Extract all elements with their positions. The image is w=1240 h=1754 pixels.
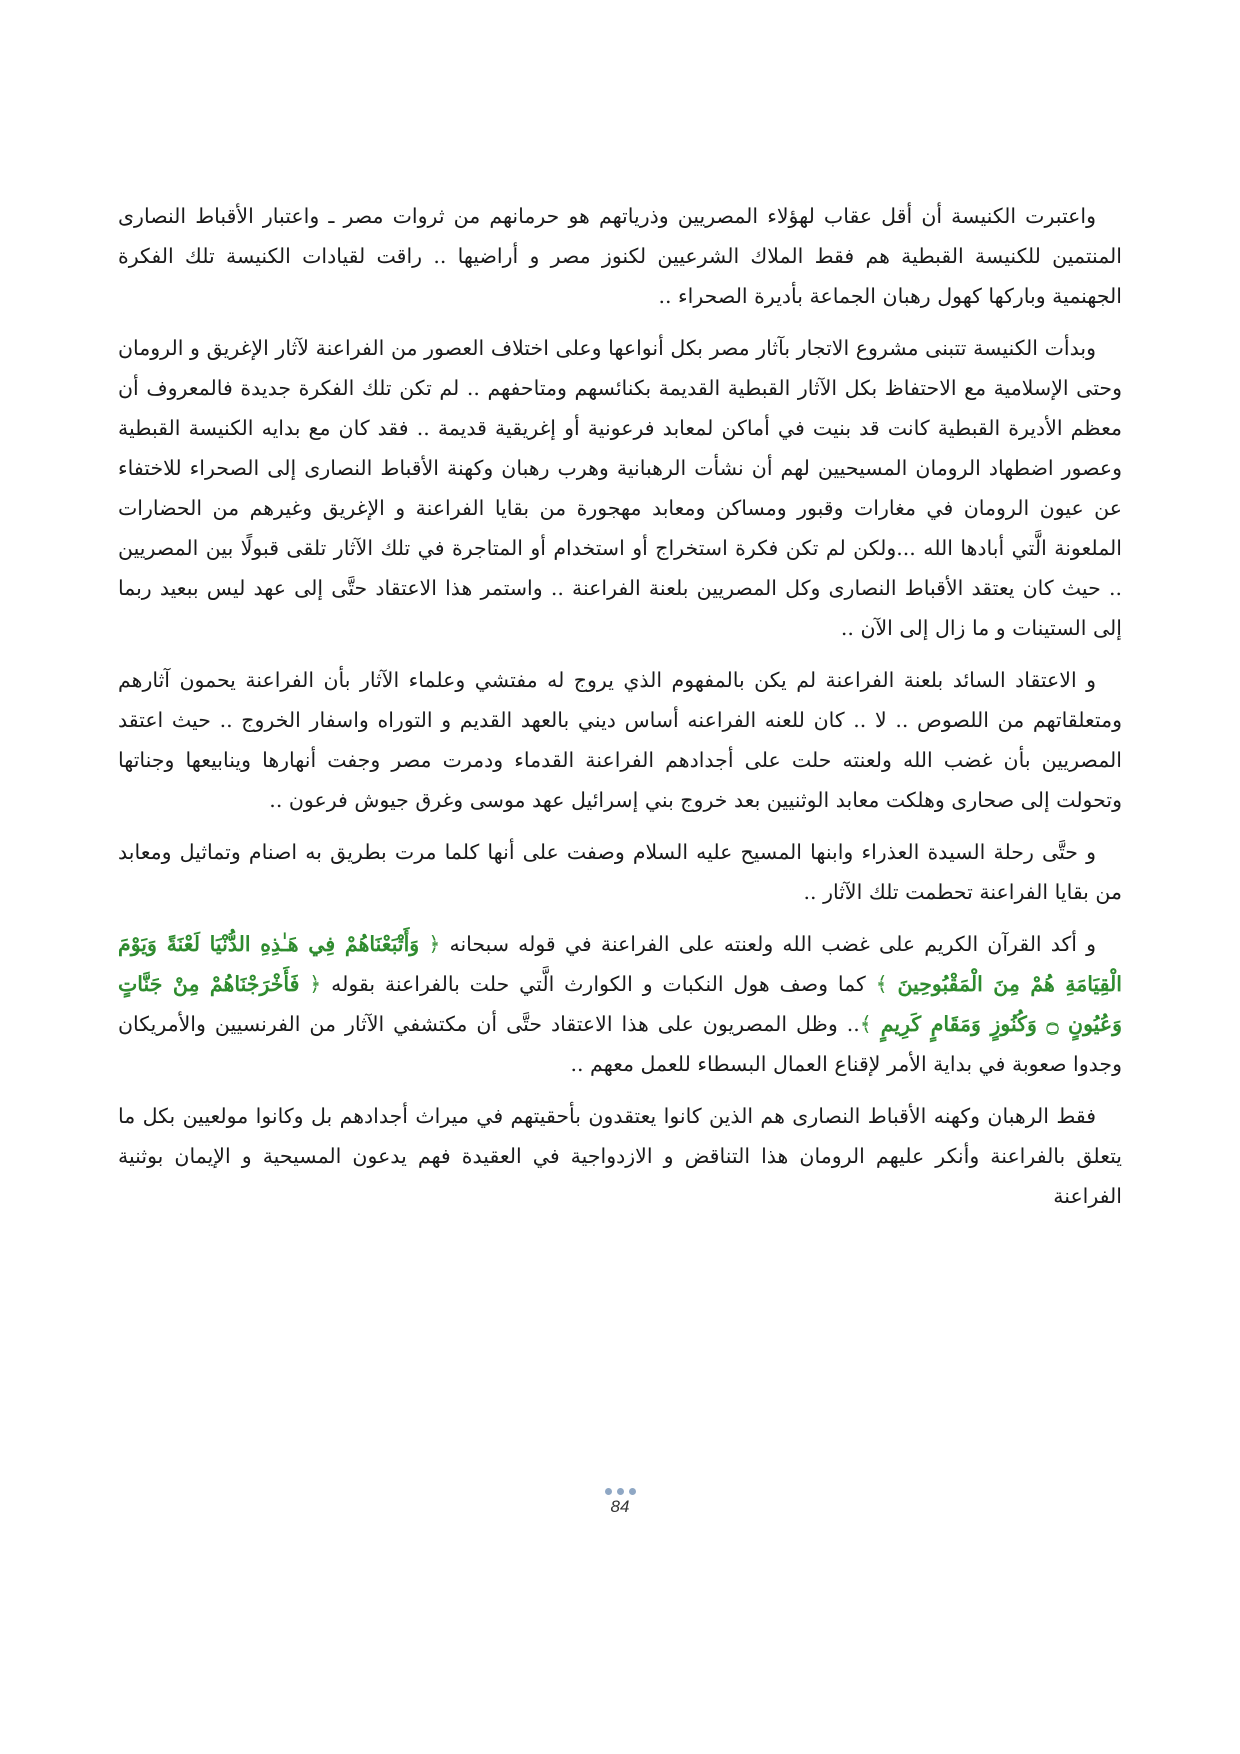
paragraph-5-middle: كما وصف هول النكبات و الكوارث الَّتي حلت بالفراعنة بقوله <box>331 972 866 996</box>
page-body <box>118 196 1122 1228</box>
paragraph-5 <box>118 924 1122 1084</box>
paragraph-2: وبدأت الكنيسة تتبنى مشروع الاتجار بآثار مصر بكل أنواعها وعلى اختلاف العصور من الفراعنة لآثار الإغريق و الرومان وحتى الإسلامية مع الاحتفاظ بكل الآثار القبطية القديمة بكنائسهم ومتاحفهم .. لم تكن تلك الفكرة جديدة فالمعروف أن معظم الأديرة القبطية كانت قد بنيت في أماكن لمعابد فرعونية أو إغريقية قديمة .. فقد كان مع بدايه الكنيسة القبطية وعصور اضطهاد الرومان المسيحيين لهم أن نشأت الرهبانية وهرب رهبان وكهنة الأقباط النصارى إلى الصحراء للاختفاء عن عيون الرومان في مغارات وقبور ومساكن ومعابد مهجورة من بقايا الفراعنة و الإغريق وغيرهم من الحضارات الملعونة الَّتي أبادها الله ...ولكن لم تكن فكرة استخراج أو استخدام أو المتاجرة في تلك الآثار تلقى قبولًا بين المصريين .. حيث كان يعتقد الأقباط النصارى وكل المصريين بلعنة الفراعنة .. واستمر هذا الاعتقاد حتَّى إلى عهد ليس ببعيد ربما إلى الستينات و ما زال إلى الآن .. <box>118 336 1122 640</box>
paragraph-1: واعتبرت الكنيسة أن أقل عقاب لهؤلاء المصريين وذرياتهم هو حرمانهم من ثروات مصر ـ واعتبار الأقباط النصارى المنتمين للكنيسة القبطية هم فقط الملاك الشرعيين لكنوز مصر و أراضيها .. راقت لقيادات الكنيسة تلك الفكرة الجهنمية وباركها كهول رهبان الجماعة بأديرة الصحراء .. <box>118 204 1122 308</box>
quran-close-bracket: ﴾ <box>859 1012 872 1036</box>
page-number: 84 <box>610 1497 630 1516</box>
quran-verse-2: فَأَخْرَجْنَاهُمْ مِنْ جَنَّاتٍ وَعُيُونٍ ۝ وَكُنُوزٍ وَمَقَامٍ كَرِيمٍ <box>118 972 1122 1036</box>
paragraph-5-end: .. وظل المصريون على هذا الاعتقاد حتَّى أن مكتشفي الآثار من الفرنسيين والأمريكان وجدوا صعوبة في بداية الأمر لإقناع العمال البسطاء للعمل معهم .. <box>118 1012 1122 1076</box>
quran-open-bracket: ﴿ <box>428 932 441 956</box>
page-footer <box>0 1488 1240 1517</box>
paragraph-5-intro: و أكد القرآن الكريم على غضب الله ولعنته على الفراعنة في قوله سبحانه <box>449 932 1096 956</box>
paragraph-4: و حتَّى رحلة السيدة العذراء وابنها المسيح عليه السلام وصفت على أنها كلما مرت بطريق به اصنام وتماثيل ومعابد من بقايا الفراعنة تحطمت تلك الآثار .. <box>118 840 1122 904</box>
quran-close-bracket: ﴾ <box>875 972 888 996</box>
footer-dots-icon <box>0 1488 1240 1495</box>
paragraph-6: فقط الرهبان وكهنه الأقباط النصارى هم الذين كانوا يعتقدون بأحقيتهم في ميراث أجدادهم بل وكانوا مولعيين بكل ما يتعلق بالفراعنة وأنكر عليهم الرومان هذا التناقض و الازدواجية في العقيدة فهم يدعون المسيحية و الإيمان بوثنية الفراعنة <box>118 1104 1122 1208</box>
paragraph-3: و الاعتقاد السائد بلعنة الفراعنة لم يكن بالمفهوم الذي يروج له مفتشي وعلماء الآثار بأن الفراعنة يحمون آثارهم ومتعلقاتهم من اللصوص .. لا .. كان للعنه الفراعنه أساس ديني بالعهد القديم و التوراه واسفار الخروج .. حيث اعتقد المصريين بأن غضب الله ولعنته حلت على أجدادهم الفراعنة القدماء ودمرت مصر وجفت أنهارها وينابيعها وجناتها وتحولت إلى صحارى وهلكت معابد الوثنيين بعد خروج بني إسرائيل عهد موسى وغرق جيوش فرعون .. <box>118 668 1122 812</box>
quran-verse-1: وَأَتْبَعْنَاهُمْ فِي هَـٰذِهِ الدُّنْيَا لَعْنَةً وَيَوْمَ الْقِيَامَةِ هُمْ مِنَ الْمَقْبُوحِينَ <box>118 932 1122 996</box>
quran-open-bracket: ﴿ <box>309 972 322 996</box>
